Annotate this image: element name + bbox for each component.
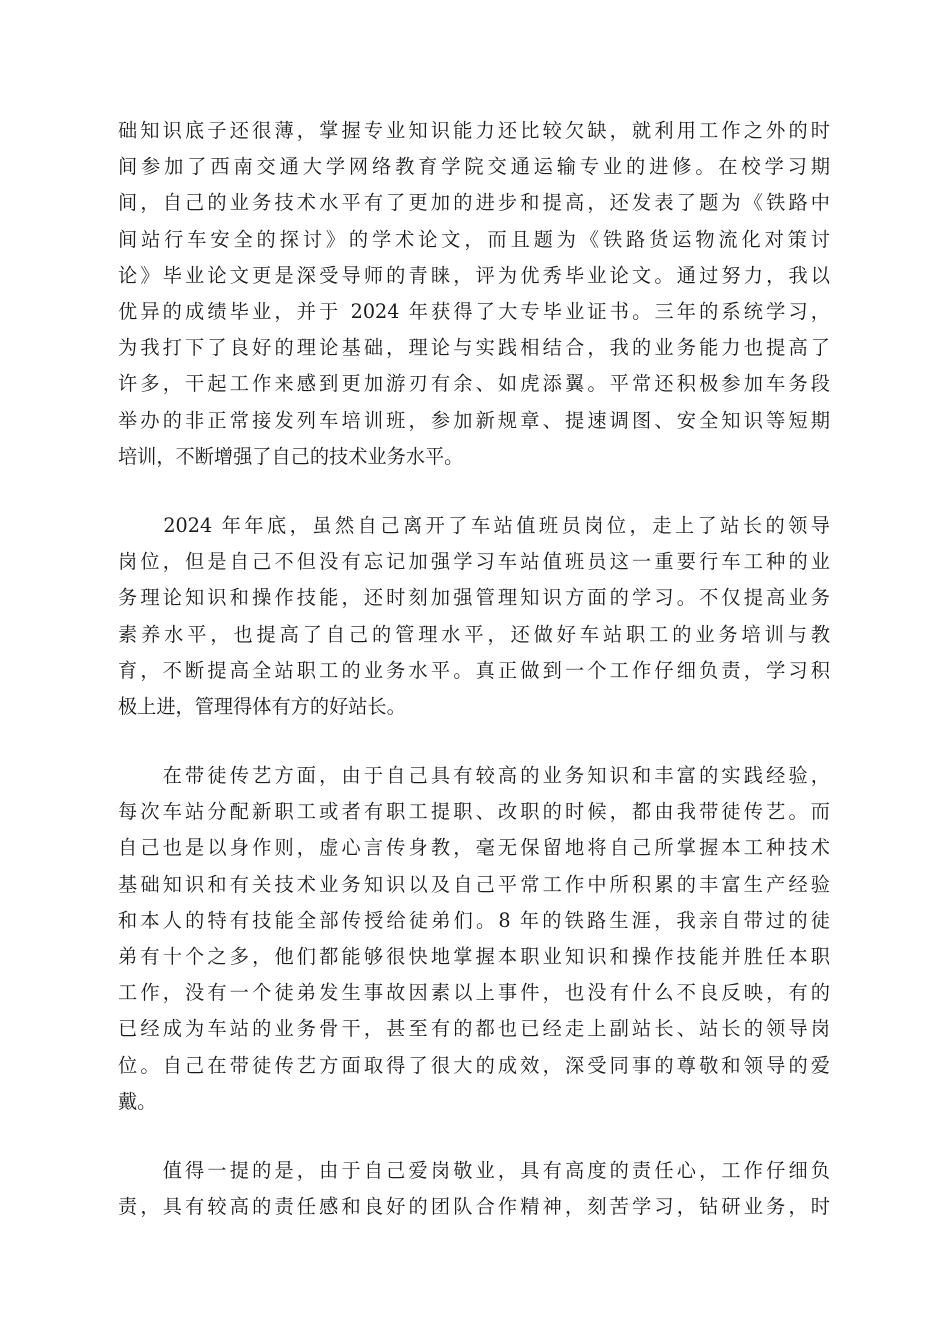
text-line: 在带徒传艺方面，由于自己具有较高的业务知识和丰富的实践经验， — [118, 764, 830, 787]
text-line: 论》毕业论文更是深受导师的青睐，评为优秀毕业论文。通过努力，我以 — [118, 263, 830, 287]
text-line: 和本人的特有技能全部传授给徒弟们。8 年的铁路生涯，我亲自带过的徒 — [118, 908, 830, 932]
text-line: 许多，干起工作来感到更加游刃有余、如虎添翼。平常还积极参加车务段 — [118, 372, 830, 396]
text-line: 举办的非正常接发列车培训班，参加新规章、提速调图、安全知识等短期 — [118, 408, 830, 432]
text-line: 素养水平，也提高了自己的管理水平，还做好车站职工的业务培训与教 — [118, 622, 830, 646]
text-line: 责，具有较高的责任感和良好的团队合作精神，刻苦学习，钻研业务，时 — [118, 1195, 830, 1219]
text-line: 间站行车安全的探讨》的学术论文，而且题为《铁路货运物流化对策讨 — [118, 227, 830, 251]
text-line: 每次车站分配新职工或者有职工提职、改职的时候，都由我带徒传艺。而 — [118, 800, 830, 824]
text-line: 工作，没有一个徒弟发生事故因素以上事件，也没有什么不良反映，有的 — [118, 981, 830, 1005]
text-line: 务理论知识和操作技能，还时刻加强管理知识方面的学习。不仅提高业务 — [118, 586, 830, 610]
text-line: 自己也是以身作则，虚心言传身教，毫无保留地将自己所掌握本工种技术 — [118, 836, 830, 860]
paragraph-4 — [118, 1153, 830, 1225]
text-line: 培训，不断增强了自己的技术业务水平。 — [118, 444, 464, 468]
text-line: 位。自己在带徒传艺方面取得了很大的成效，深受同事的尊敬和领导的爱 — [118, 1053, 830, 1077]
text-line: 基础知识和有关技术业务知识以及自己平常工作中所积累的丰富生产经验 — [118, 872, 830, 896]
text-line: 间参加了西南交通大学网络教育学院交通运输专业的进修。在校学习期 — [118, 155, 830, 179]
text-line: 戴。 — [118, 1089, 157, 1113]
paragraph-2 — [118, 508, 830, 725]
text-line: 岗位，但是自己不但没有忘记加强学习车站值班员这一重要行车工种的业 — [118, 550, 830, 574]
text-line: 为我打下了良好的理论基础，理论与实践相结合，我的业务能力也提高了 — [118, 336, 830, 360]
text-line: 极上进，管理得体有方的好站长。 — [118, 694, 406, 718]
text-line: 值得一提的是，由于自己爱岗敬业，具有高度的责任心，工作仔细负 — [118, 1159, 830, 1182]
text-line: 2024 年年底，虽然自己离开了车站值班员岗位，走上了站长的领导 — [118, 514, 830, 537]
paragraph-3 — [118, 758, 830, 1120]
text-line: 础知识底子还很薄，掌握专业知识能力还比较欠缺，就利用工作之外的时 — [118, 119, 830, 142]
text-line: 育，不断提高全站职工的业务水平。真正做到一个工作仔细负责，学习积 — [118, 658, 830, 682]
text-line: 已经成为车站的业务骨干，甚至有的都也已经走上副站长、站长的领导岗 — [118, 1017, 830, 1041]
text-line: 弟有十个之多，他们都能够很快地掌握本职业知识和操作技能并胜任本职 — [118, 944, 830, 968]
text-line: 间，自己的业务技术水平有了更加的进步和提高，还发表了题为《铁路中 — [118, 191, 830, 215]
text-line: 优异的成绩毕业，并于 2024 年获得了大专毕业证书。三年的系统学习， — [118, 299, 830, 323]
paragraph-1 — [118, 113, 830, 475]
